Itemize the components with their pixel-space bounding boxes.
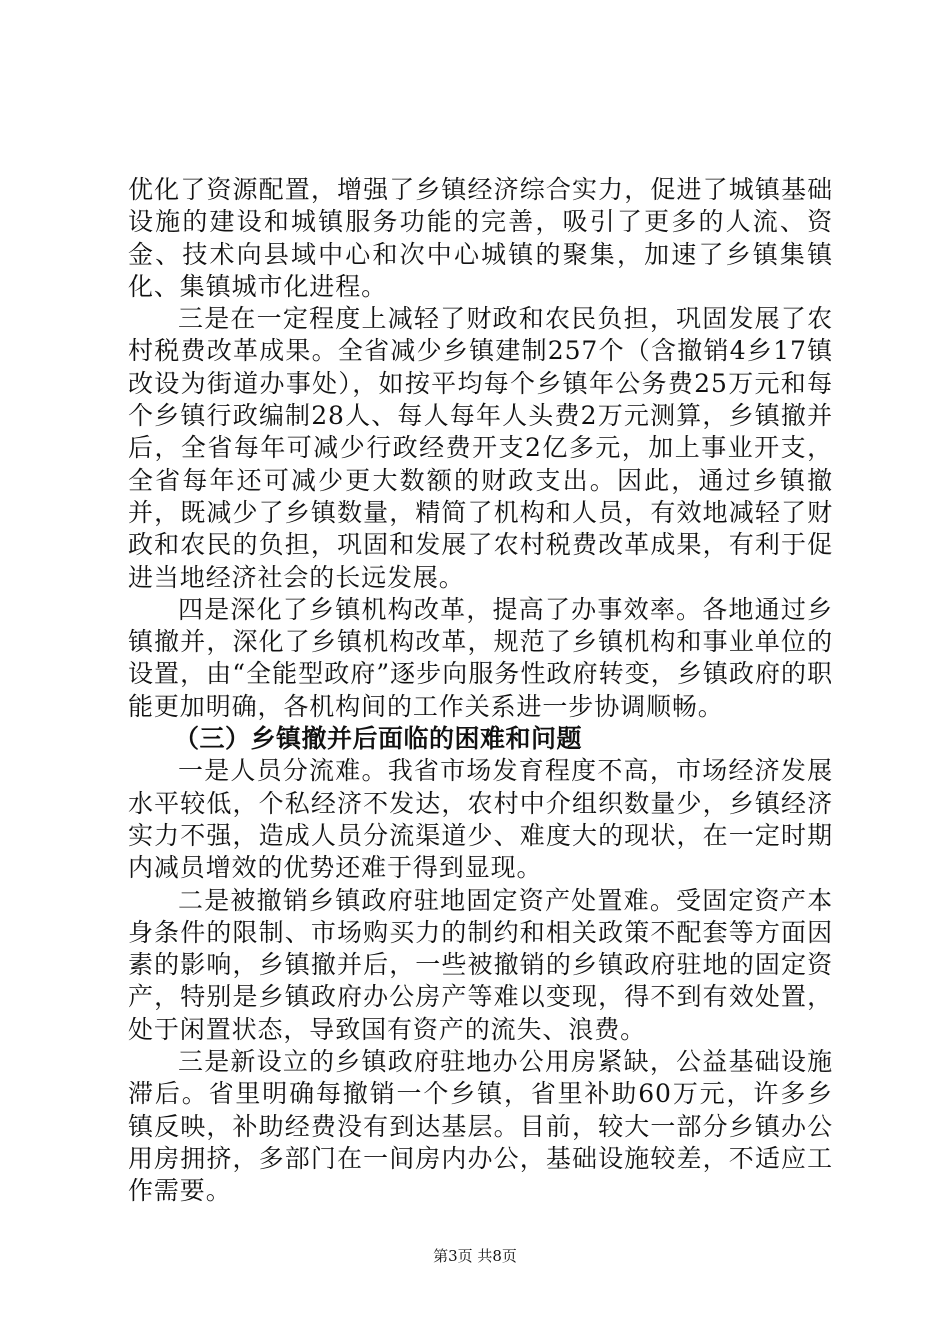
paragraph-problem-one: 一是人员分流难。我省市场发育程度不高，市场经济发展水平较低，个私经济不发达，农村中介组织数量少，乡镇经济实力不强，造成人员分流渠道少、难度大的现状，在一定时期内减员增效的优势还难于得到显现。 (128, 756, 833, 883)
paragraph-problem-two: 二是被撤销乡镇政府驻地固定资产处置难。受固定资产本身条件的限制、市场购买力的制约和相关政策不配套等方面因素的影响，乡镇撤并后，一些被撤销的乡镇政府驻地的固定资产，特别是乡镇政府办公房产等难以变现，得不到有效处置，处于闲置状态，导致国有资产的流失、浪费。 (128, 885, 833, 1044)
paragraph-problem-three: 三是新设立的乡镇政府驻地办公用房紧缺，公益基础设施滞后。省里明确每撤销一个乡镇，省里补助60万元，许多乡镇反映，补助经费没有到达基层。目前，较大一部分乡镇办公用房拥挤，多部门在一间房内办公，基础设施较差，不适应工作需要。 (128, 1047, 833, 1206)
paragraph-point-three: 三是在一定程度上减轻了财政和农民负担，巩固发展了农村税费改革成果。全省减少乡镇建制257个（含撤销4乡17镇改设为街道办事处），如按平均每个乡镇年公务费25万元和每个乡镇行政编制28人、每人每年人头费2万元测算，乡镇撤并后，全省每年可减少行政经费开支2亿多元，加上事业开支，全省每年还可减少更大数额的财政支出。因此，通过乡镇撤并，既减少了乡镇数量，精简了机构和人员，有效地减轻了财政和农民的负担，巩固和发展了农村税费改革成果，有利于促进当地经济社会的长远发展。 (128, 304, 833, 592)
paragraph-point-four: 四是深化了乡镇机构改革，提高了办事效率。各地通过乡镇撤并，深化了乡镇机构改革，规范了乡镇机构和事业单位的设置，由“全能型政府”逐步向服务性政府转变，乡镇政府的职能更加明确，各机构间的工作关系进一步协调顺畅。 (128, 594, 833, 721)
document-body (128, 174, 833, 1208)
page-footer: 第3页 共8页 (433, 1247, 517, 1265)
section-heading: （三）乡镇撤并后面临的困难和问题 (174, 724, 583, 754)
paragraph-continuation: 优化了资源配置，增强了乡镇经济综合实力，促进了城镇基础设施的建设和城镇服务功能的完善，吸引了更多的人流、资金、技术向县域中心和次中心城镇的聚集，加速了乡镇集镇化、集镇城市化进程。 (128, 175, 833, 301)
